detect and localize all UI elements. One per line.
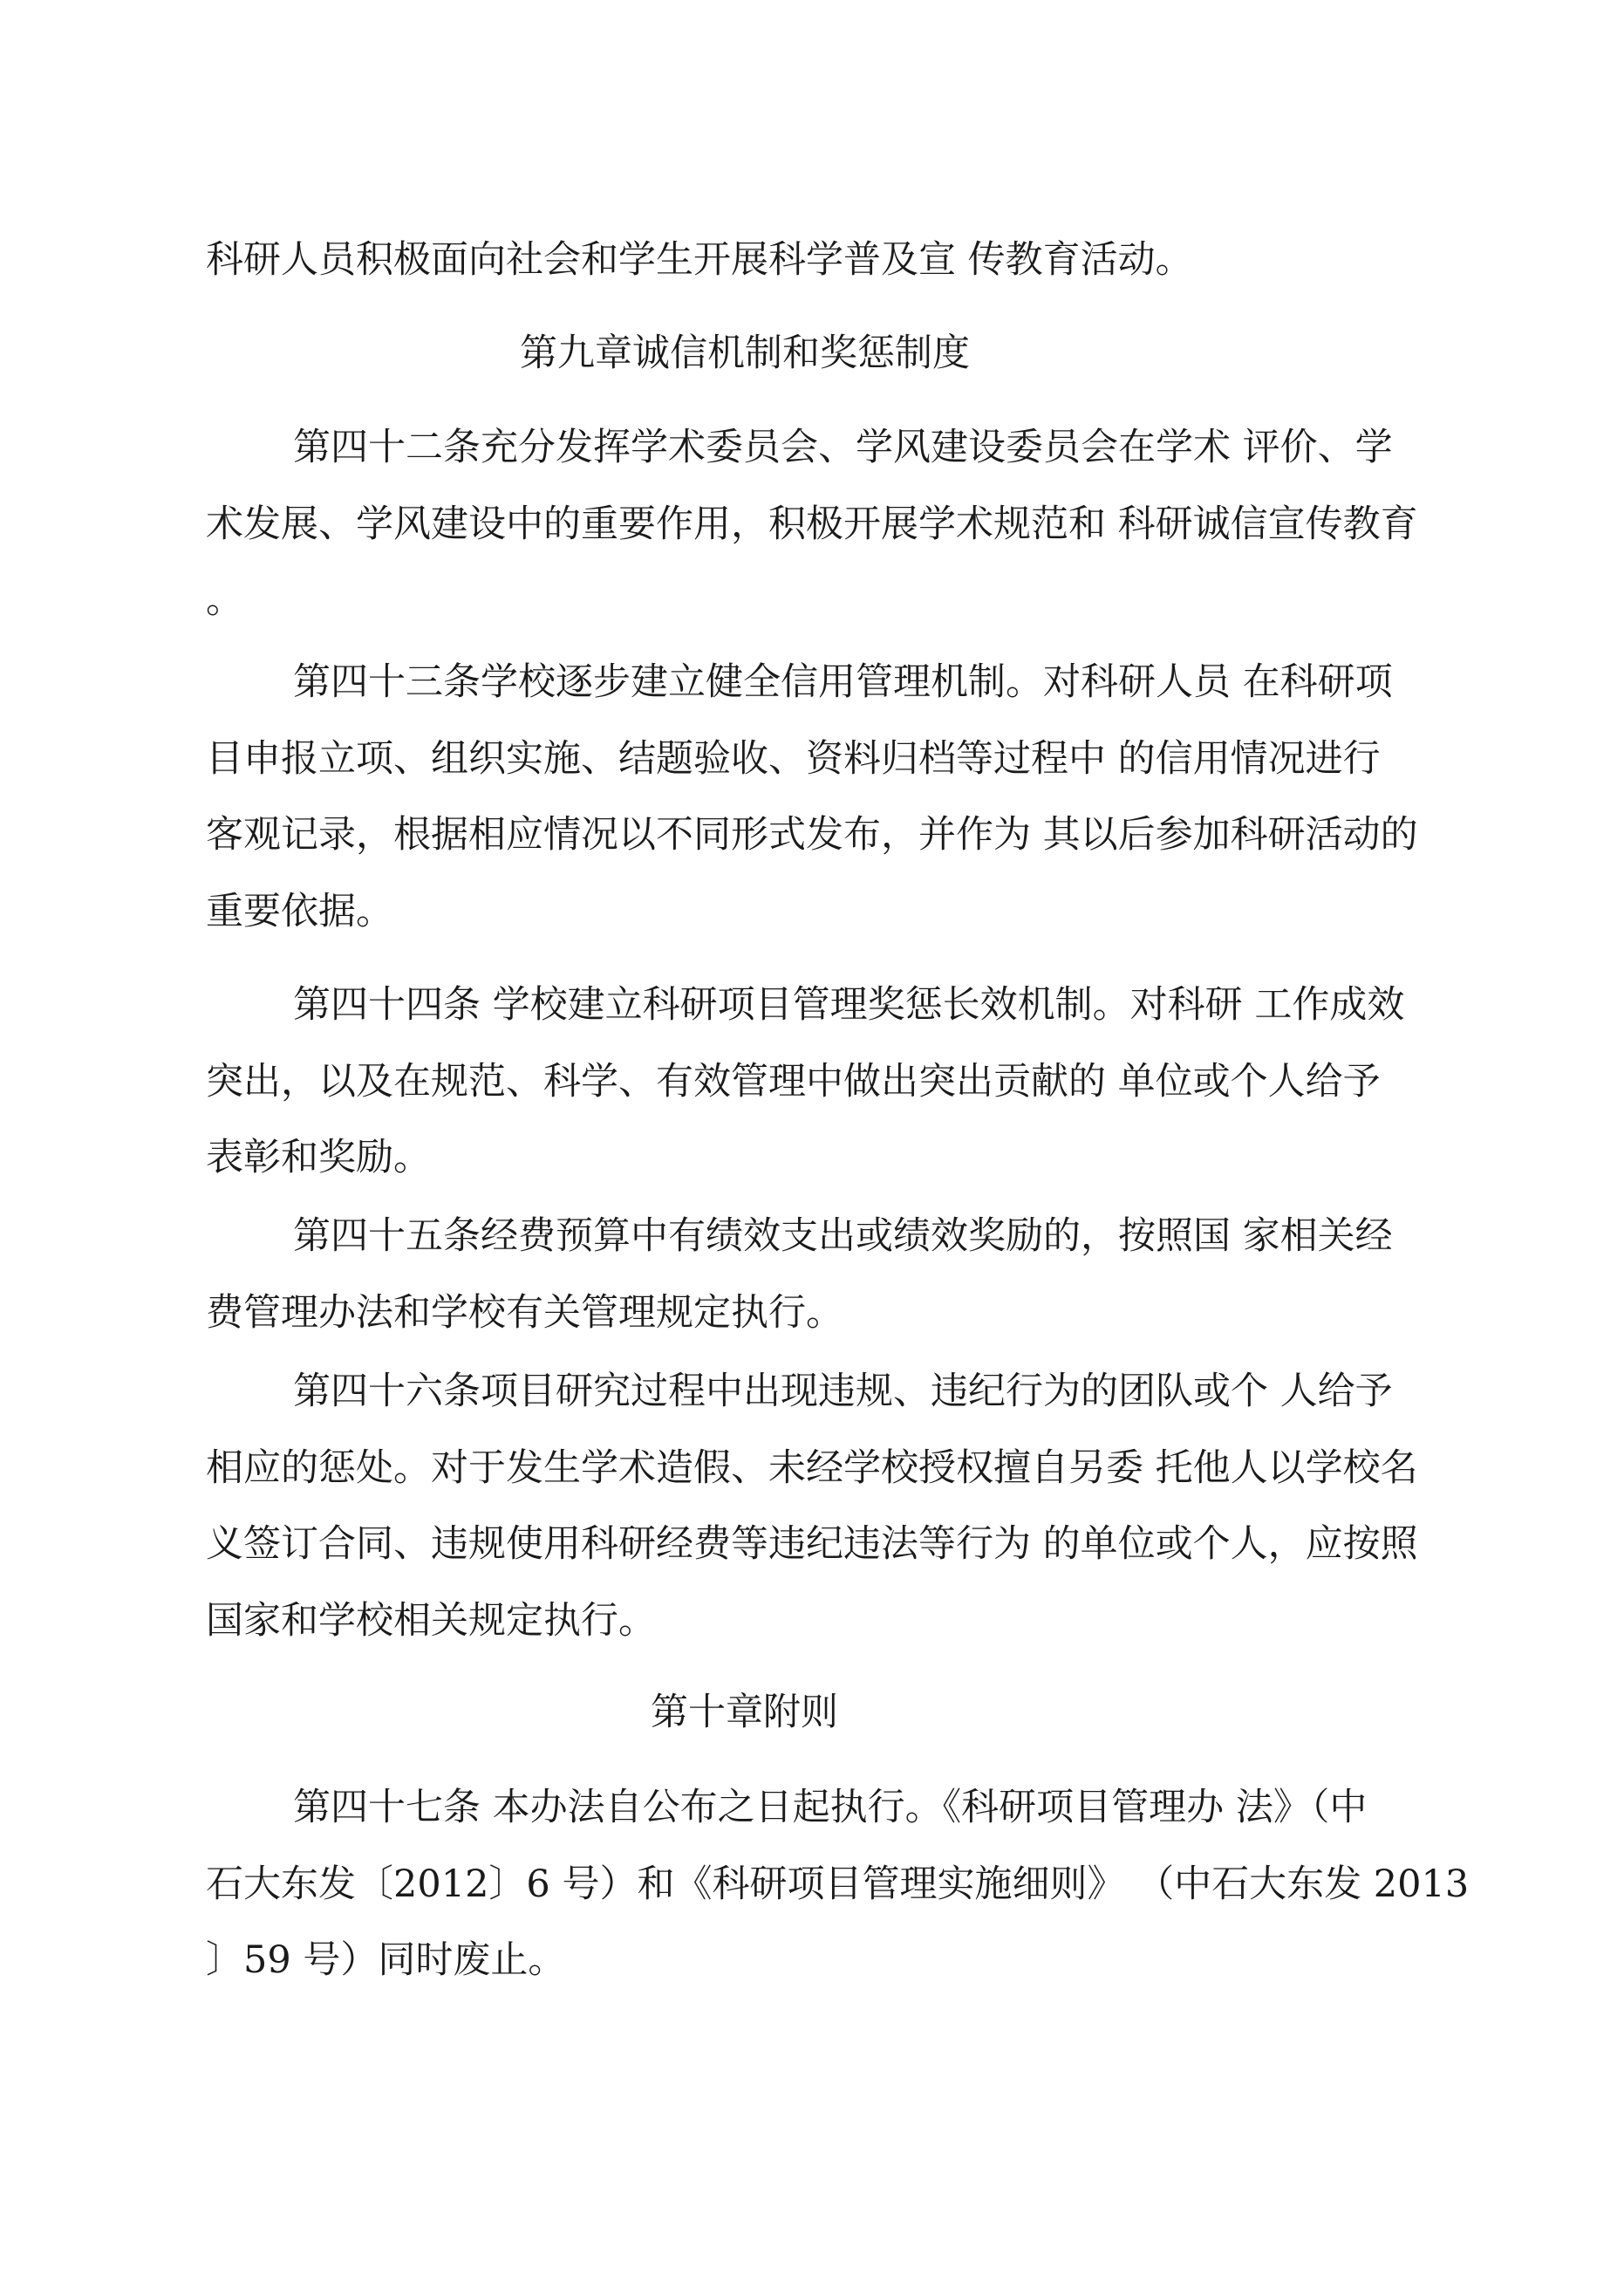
intro-line: 科研人员积极面向社会和学生开展科学普及宣 传教育活动。 [206,238,1193,282]
article-43-line-4: 重要依据。 [206,890,393,933]
article-46-line-3: 义签订合同、违规使用科研经费等违纪违法等行为 的单位或个人，应按照 [206,1522,1418,1566]
chapter-10-title: 第十章附则 [651,1691,838,1734]
article-44-line-1: 第四十四条 学校建立科研项目管理奖惩长效机制。对科研 工作成效 [293,983,1405,1027]
article-45-line-2: 费管理办法和学校有关管理规定执行。 [206,1291,843,1335]
article-47-line-1: 第四十七条 本办法自公布之日起执行。《科研项目管理办 法》（中 [293,1786,1368,1829]
article-44-line-3: 表彰和奖励。 [206,1136,431,1179]
article-43-line-3: 客观记录，根据相应情况以不同形式发布，并作为 其以后参加科研活动的 [206,813,1418,857]
article-44-line-2: 突出，以及在规范、科学、有效管理中做出突出贡献的 单位或个人给予 [206,1060,1381,1104]
article-47-line-3: 〕59 号）同时废止。 [206,1938,566,1982]
article-43-line-2: 目申报立项、组织实施、结题验收、资料归档等过程中 的信用情况进行 [206,737,1381,781]
article-46-line-4: 国家和学校相关规定执行。 [206,1599,656,1643]
article-42-line-1: 第四十二条充分发挥学术委员会、学风建设委员会在学术 评价、学 [293,426,1393,469]
article-45-line-1: 第四十五条经费预算中有绩效支出或绩效奖励的，按照国 家相关经 [293,1214,1393,1258]
article-42-line-2: 术发展、学风建设中的重要作用，积极开展学术规范和 科研诚信宣传教育 [206,502,1418,546]
article-47-line-2: 石大东发〔2012〕6 号）和《科研项目管理实施细则》 （中石大东发 2013 [206,1862,1470,1906]
article-43-line-1: 第四十三条学校逐步建立健全信用管理机制。对科研人员 在科研项 [293,660,1393,704]
article-46-line-1: 第四十六条项目研究过程中出现违规、违纪行为的团队或个 人给予 [293,1370,1393,1413]
chapter-9-title: 第九章诚信机制和奖惩制度 [520,331,970,375]
article-46-line-2: 相应的惩处。对于发生学术造假、未经学校授权擅自另委 托他人以学校名 [206,1446,1418,1490]
article-42-line-3: 。 [206,578,243,622]
